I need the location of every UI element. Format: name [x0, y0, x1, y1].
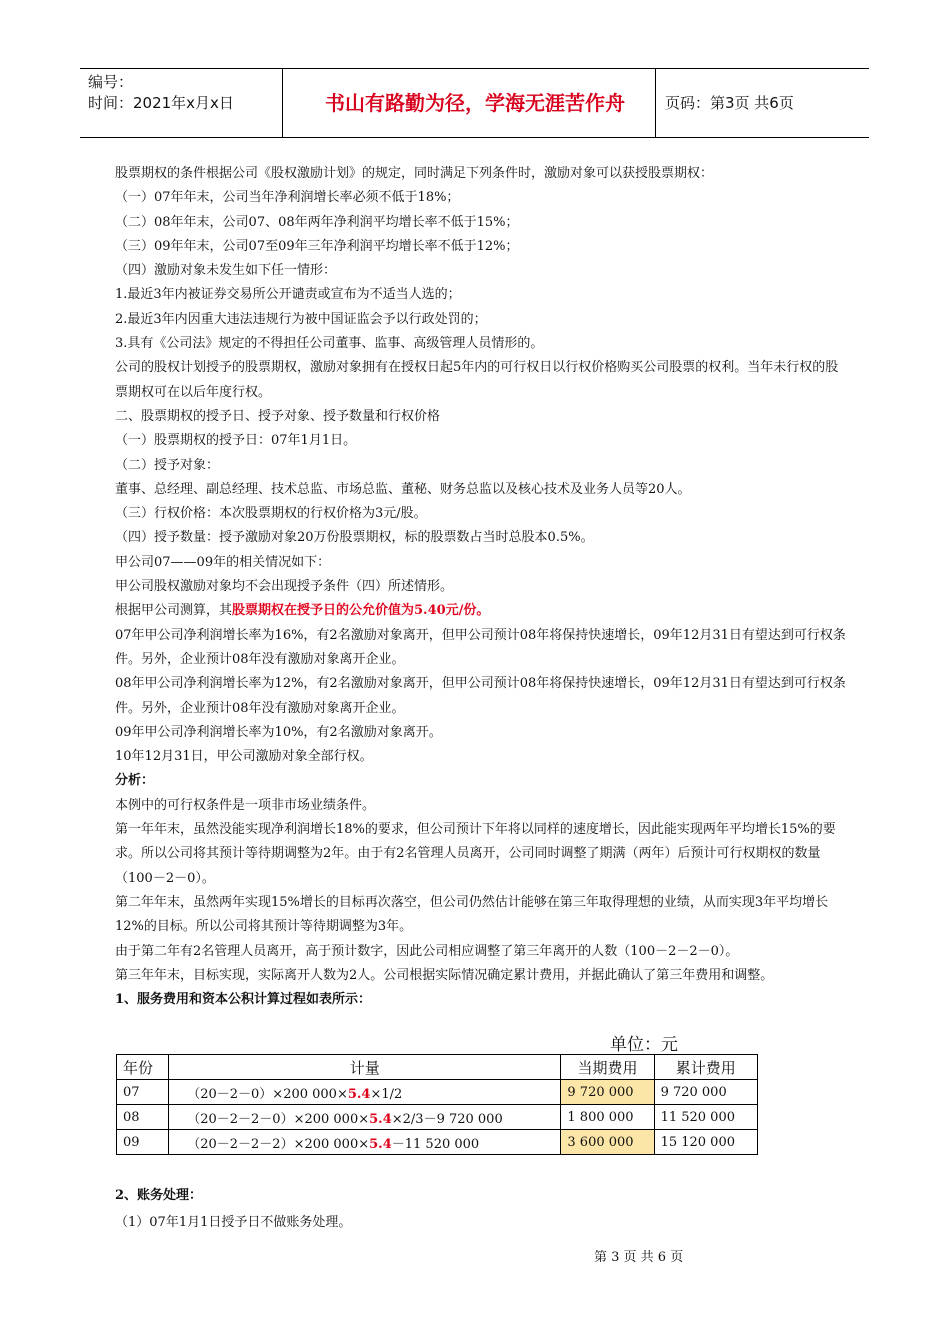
paragraph: 董事、总经理、副总经理、技术总监、市场总监、董秘、财务总监以及核心技术及业务人员等20人。 [115, 481, 691, 497]
paragraph: 2.最近3年内因重大违法违规行为被中国证监会予以行政处罚的； [115, 311, 487, 327]
fair-value-factor: 5.4 [369, 1136, 392, 1152]
paragraph: （四）授予数量：授予激励对象20万份股票期权，标的股票数占当时总股本0.5%。 [115, 530, 594, 546]
calc-part: ×1/2 [370, 1086, 403, 1102]
table-row [117, 1105, 758, 1130]
calc-part: －11 520 000 [391, 1136, 480, 1152]
paragraph: 二、股票期权的授予日、授予对象、授予数量和行权价格 [115, 408, 441, 424]
paragraph: 1.最近3年内被证券交易所公开谴责或宣布为不适当人选的； [115, 287, 461, 303]
header-motto: 书山有路勤为径，学海无涯苦作舟 [325, 91, 625, 115]
accounting-section [115, 1182, 351, 1236]
paragraph: 第一年年末，虽然没能实现净利润增长18%的要求，但公司预计下年将以同样的速度增长，因此能实现两年平均增长15%的要求。所以公司将其预计等待期调整为2年。由于有2名管理人员离开，公司同时调整了期满（两年）后预计可行权期权的数量（100－2－0）。 [115, 822, 836, 886]
current-cost-cell: 9 720 000 [561, 1080, 654, 1105]
header-meta [88, 72, 234, 114]
date-label: 时间：2021年x月x日 [88, 94, 234, 112]
table-unit: 单位：元 [610, 1035, 678, 1055]
current-cost-cell: 1 800 000 [561, 1105, 654, 1130]
paragraph: （1）07年1月1日授予日不做账务处理。 [115, 1215, 352, 1230]
calc-cell [169, 1130, 561, 1155]
fair-value-factor: 5.4 [347, 1086, 371, 1102]
paragraph: （四）激励对象未发生如下任一情形： [115, 263, 337, 279]
number-label: 编号： [88, 73, 134, 91]
paragraph: 第二年年末，虽然两年实现15%增长的目标再次落空，但公司仍然估计能够在第三年取得理想的业绩，从而实现3年平均增长12%的目标。所以公司将其预计等待期调整为3年。 [115, 894, 829, 935]
year-cell: 09 [117, 1130, 169, 1155]
paragraph: 09年甲公司净利润增长率为10%，有2名激励对象离开。 [115, 724, 442, 740]
paragraph: （二）08年年末，公司07、08年两年净利润平均增长率不低于15%； [115, 214, 519, 230]
expense-table [116, 1054, 758, 1155]
paragraph: （三）行权价格：本次股票期权的行权价格为3元/股。 [115, 506, 427, 522]
column-header: 计量 [169, 1055, 561, 1080]
paragraph: 08年甲公司净利润增长率为12%，有2名激励对象离开，但甲公司预计08年将保持快速增长，09年12月31日有望达到可行权条件。另外，企业预计08年没有激励对象离开企业。 [115, 676, 846, 716]
paragraph: （一）07年年末，公司当年净利润增长率必须不低于18%； [115, 190, 460, 206]
section-heading: 2、账务处理： [115, 1188, 203, 1203]
page-header [80, 68, 869, 138]
calc-part: （20－2－2－2）×200 000× [187, 1136, 370, 1152]
calc-part: （20－2－0）×200 000× [187, 1086, 348, 1102]
calc-cell [169, 1080, 561, 1105]
fair-value-paragraph [115, 599, 850, 623]
cumulative-cost-cell: 15 120 000 [654, 1130, 757, 1155]
column-header: 年份 [117, 1055, 169, 1080]
table-header-row [117, 1055, 758, 1080]
paragraph: （一）股票期权的授予日：07年1月1日。 [115, 433, 357, 449]
paragraph: 甲公司07——09年的相关情况如下： [115, 554, 331, 570]
fair-value-highlight: 股票期权在授予日的公允价值为5.40元/份。 [232, 603, 490, 619]
paragraph: （三）09年年末，公司07至09年三年净利润平均增长率不低于12%； [115, 238, 519, 254]
cumulative-cost-cell: 11 520 000 [654, 1105, 757, 1130]
paragraph: 07年甲公司净利润增长率为16%，有2名激励对象离开，但甲公司预计08年将保持快速增长，09年12月31日有望达到可行权条件。另外，企业预计08年没有激励对象离开企业。 [115, 627, 846, 667]
header-divider [655, 69, 656, 137]
cumulative-cost-cell: 9 720 000 [654, 1080, 757, 1105]
paragraph: 甲公司股权激励对象均不会出现授予条件（四）所述情形。 [115, 579, 454, 595]
paragraph: 股票期权的条件根据公司《股权激励计划》的规定，同时满足下列条件时，激励对象可以获授股票期权： [115, 166, 714, 181]
document-body [115, 162, 850, 1012]
fair-value-factor: 5.4 [369, 1111, 392, 1127]
current-cost-cell: 3 600 000 [561, 1130, 654, 1155]
column-header: 当期费用 [561, 1055, 654, 1080]
page-footer: 第 3 页 共 6 页 [594, 1250, 684, 1265]
year-cell: 08 [117, 1105, 169, 1130]
paragraph: 3.具有《公司法》规定的不得担任公司董事、监事、高级管理人员情形的。 [115, 336, 544, 352]
paragraph: 由于第二年有2名管理人员离开，高于预计数字，因此公司相应调整了第三年离开的人数（100－2－2－0）。 [115, 943, 739, 959]
calc-cell [169, 1105, 561, 1130]
page-info: 页码：第3页 共6页 [665, 94, 794, 112]
section-heading: 1、服务费用和资本公积计算过程如表所示： [115, 992, 372, 1008]
column-header: 累计费用 [654, 1055, 757, 1080]
calc-part: （20－2－2－0）×200 000× [187, 1111, 370, 1127]
paragraph: 10年12月31日，甲公司激励对象全部行权。 [115, 749, 373, 765]
paragraph: 本例中的可行权条件是一项非市场业绩条件。 [115, 797, 376, 813]
paragraph: 公司的股权计划授予的股票期权，激励对象拥有在授权日起5年内的可行权日以行权价格购买公司股票的权利。当年未行权的股票期权可在以后年度行权。 [115, 360, 839, 400]
year-cell: 07 [117, 1080, 169, 1105]
calc-part: ×2/3－9 720 000 [391, 1111, 503, 1127]
table-row [117, 1080, 758, 1105]
paragraph: （二）授予对象： [115, 457, 220, 473]
analysis-heading: 分析： [115, 773, 155, 789]
paragraph: 第三年年末，目标实现，实际离开人数为2人。公司根据实际情况确定累计费用，并据此确认了第三年费用和调整。 [115, 967, 774, 983]
fair-value-prefix: 根据甲公司测算，其 [115, 603, 233, 619]
table-row [117, 1130, 758, 1155]
